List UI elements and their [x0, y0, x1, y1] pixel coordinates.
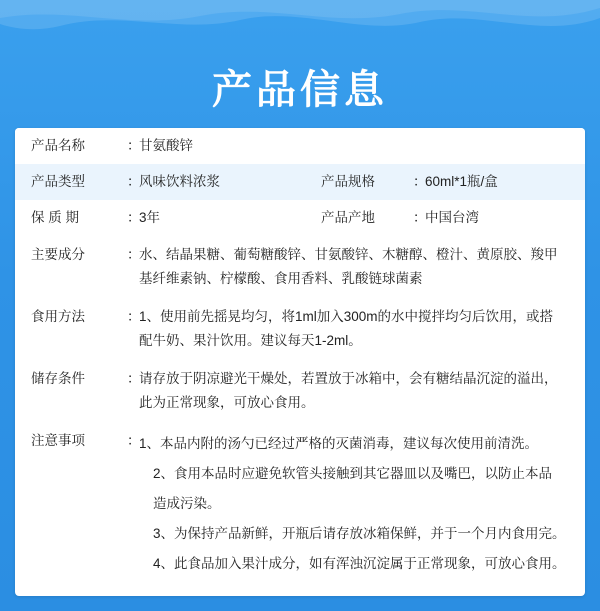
row-label-origin: 产品产地: [321, 210, 375, 225]
table-row: [15, 236, 585, 298]
row-value-notes: [139, 422, 585, 586]
colon: ：: [127, 309, 141, 324]
row-value-shelf-life: 3年: [139, 210, 161, 225]
table-row: [15, 360, 585, 422]
text-line: 基纤维素钠、柠檬酸、食用香料、乳酸链球菌素: [139, 271, 423, 286]
colon: ：: [127, 210, 141, 225]
colon: ：: [413, 174, 427, 189]
text-line: 请存放于阴凉避光干燥处，若置放于冰箱中，会有糖结晶沉淀的溢出，: [139, 371, 558, 386]
text-line: 3、为保持产品新鲜，开瓶后请存放冰箱保鲜，并于一个月内食用完。: [153, 526, 566, 541]
colon: ：: [127, 247, 141, 262]
row-value-specification: 60ml*1瓶/盒: [425, 174, 498, 189]
text-line: 配牛奶、果汁饮用。建议每天1-2ml。: [139, 333, 362, 348]
colon: ：: [127, 174, 141, 189]
row-label-ingredients: 主要成分: [31, 247, 85, 262]
row-value-origin: 中国台湾: [425, 210, 479, 225]
row-label-product-type: 产品类型: [31, 174, 85, 189]
info-card: [15, 128, 585, 596]
row-label-storage: 储存条件: [31, 371, 85, 386]
row-value-ingredients: [139, 236, 585, 298]
text-line: 1、本品内附的汤勺已经过严格的灭菌消毒，建议每次使用前清洗。: [139, 436, 539, 451]
text-line: 4、此食品加入果汁成分，如有浑浊沉淀属于正常现象，可放心食用。: [153, 556, 566, 571]
table-row: [15, 200, 585, 236]
row-label-product-name: 产品名称: [31, 138, 85, 153]
table-row: [15, 164, 585, 200]
row-label-usage: 食用方法: [31, 309, 85, 324]
colon: ：: [127, 433, 141, 448]
table-row: [15, 128, 585, 164]
row-value-usage: [139, 298, 585, 360]
row-value-storage: [139, 360, 585, 422]
info-rows: [15, 128, 585, 586]
text-line: 1、使用前先摇晃均匀，将1ml加入300m的水中搅拌均匀后饮用，或搭: [139, 309, 554, 324]
table-row: [15, 422, 585, 586]
colon: ：: [127, 138, 141, 153]
page-title: 产品信息: [212, 68, 388, 112]
text-line: 2、食用本品时应避免软管头接触到其它器皿以及嘴巴，以防止本品: [153, 466, 553, 481]
row-value-product-type: 风味饮料浓浆: [139, 174, 220, 189]
colon: ：: [413, 210, 427, 225]
text-line: 造成污染。: [153, 496, 221, 511]
decorative-wave: [0, 0, 600, 60]
colon: ：: [127, 371, 141, 386]
row-label-shelf-life: 保 质 期: [31, 210, 80, 225]
text-line: 此为正常现象，可放心食用。: [139, 395, 315, 410]
text-line: 水、结晶果糖、葡萄糖酸锌、甘氨酸锌、木糖醇、橙汁、黄原胶、羧甲: [139, 247, 558, 262]
row-label-notes: 注意事项: [31, 433, 85, 448]
row-value-product-name: 甘氨酸锌: [139, 138, 193, 153]
table-row: [15, 298, 585, 360]
row-label-specification: 产品规格: [321, 174, 375, 189]
